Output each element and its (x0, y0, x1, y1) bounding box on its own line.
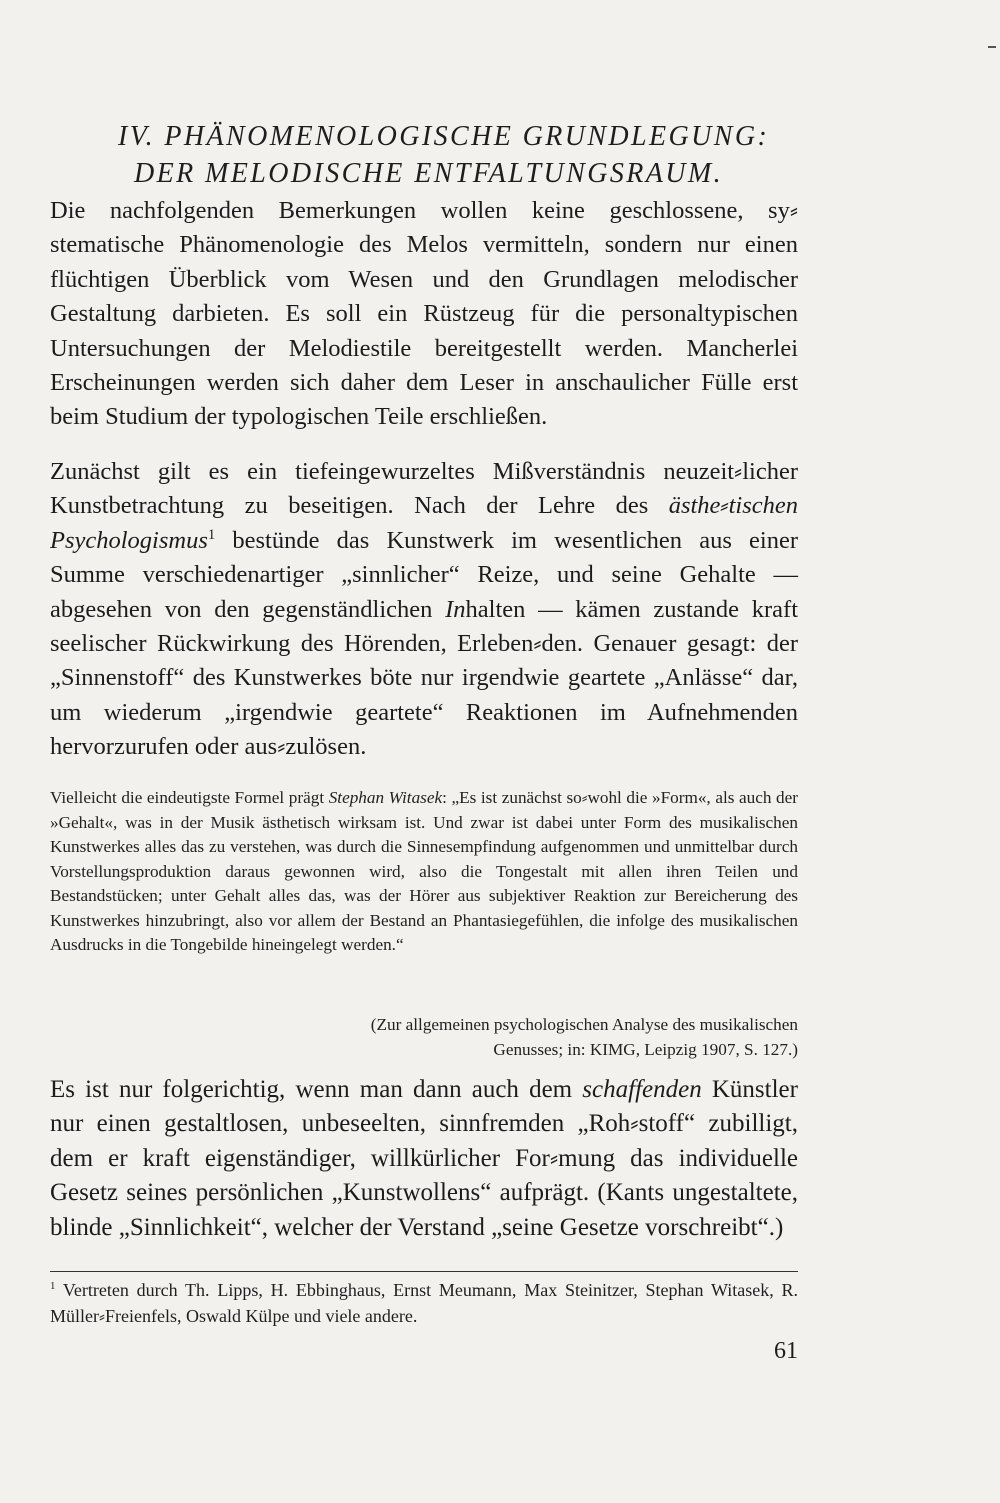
chapter-heading-line-1: IV. PHÄNOMENOLOGISCHE GRUNDLEGUNG: (118, 121, 770, 152)
paragraph-2-text-a: Zunächst gilt es ein tiefeingewurzeltes Mißverständnis neuzeit⸗licher Kunstbetrachtung zu beseitigen. Nach der Lehre des (50, 458, 798, 520)
paragraph-1: Die nachfolgenden Bemerkungen wollen keine geschlossene, sy⸗stematische Phänomenologie des Melos vermitteln, sondern nur einen flüchtigen Überblick vom Wesen und den Grundlagen melodischer Gestaltung darbieten. Es soll ein Rüstzeug für die personaltypischen Untersuchungen der Melodiestile bereitgestellt werden. Mancherlei Erscheinungen werden sich daher dem Leser in anschaulicher Fülle erst beim Studium der typologischen Teile erschließen. (50, 197, 798, 431)
footnote (50, 1277, 798, 1329)
chapter-heading (118, 118, 769, 192)
citation-line-1: (Zur allgemeinen psychologischen Analyse des musikalischen (370, 1015, 798, 1034)
footnote-divider (50, 1271, 798, 1272)
page-number: 61 (774, 1338, 798, 1364)
footnote-text: Vertreten durch Th. Lipps, H. Ebbinghaus, Ernst Meumann, Max Steinitzer, Stephan Witasek, R. Müller⸗Freienfels, Oswald Külpe und viele andere. (50, 1280, 798, 1326)
quote-text-b: : „Es ist zunächst so⸗wohl die »Form«, als auch der »Gehalt«, was in der Musik ästhetisch wirksam ist. Und zwar ist dabei unter Form des musikalischen Kunstwerkes alles das zu verstehen, was durch die Sinnesempfindung aufgenommen und unmittelbar durch Vorstellungsproduktion daraus gewonnen wird, also die Tongestalt mit allen ihren Teilen und Bestandstücken; unter Gehalt alles das, was der Hörer aus subjektiver Reaktion zur Bereicherung des Kunstwerkes hinzubringt, also vor allem der Bestand an Phantasiegefühlen, die infolge des musikalischen Ausdrucks in die Tongebilde hineingelegt werden.“ (50, 788, 798, 954)
page-edge-mark (988, 46, 996, 48)
paragraph-2-italic-in: In (445, 595, 466, 623)
paragraph-2 (50, 455, 798, 765)
footnote-marker: 1 (50, 1280, 56, 1292)
paragraph-2-text-c: halten — kämen zustande kraft seelischer Rückwirkung des Hörenden, Erleben⸗den. Genauer gesagt: der „Sinnenstoff“ des Kunstwerkes böte nur irgendwie geartete „Anlässe“ dar, um wiederum „irgendwie geartete“ Reaktionen im Aufnehmenden hervorzurufen oder aus⸗zulösen. (50, 595, 798, 761)
paragraph-3-text-a: Es ist nur folgerichtig, wenn man dann auch dem (50, 1076, 583, 1103)
paragraph-3-italic: schaffenden (582, 1076, 702, 1103)
chapter-heading-line-2: DER MELODISCHE ENTFALTUNGSRAUM. (134, 158, 723, 189)
paragraph-3 (50, 1073, 798, 1245)
paragraph-3-text-b: Künstler nur einen gestaltlosen, unbeseelten, sinnfremden „Roh⸗stoff“ zubilligt, dem er kraft eigenständiger, willkürlicher For⸗mung das individuelle Gesetz seines persönlichen „Kunstwollens“ aufprägt. (Kants ungestaltete, blinde „Sinnlichkeit“, welcher der Verstand „seine Gesetze vorschreibt“.) (50, 1076, 798, 1241)
footnote-reference: 1 (207, 526, 216, 543)
citation-line-2: Genusses; in: KIMG, Leipzig 1907, S. 127.) (493, 1039, 798, 1059)
paragraph-2-italic-term: ästhe⸗tischen Psychologismus (50, 492, 798, 554)
block-quote (50, 786, 798, 958)
quote-text-a: Vielleicht die eindeutigste Formel prägt (50, 788, 329, 807)
quote-citation (0, 1013, 798, 1062)
quote-author: Stephan Witasek (328, 788, 443, 807)
paragraph-2-text-b: bestünde das Kunstwerk im wesentlichen aus einer Summe verschiedenartiger „sinnlicher“ Reize, und seine Gehalte — abgesehen von den gegenständlichen (50, 526, 798, 623)
